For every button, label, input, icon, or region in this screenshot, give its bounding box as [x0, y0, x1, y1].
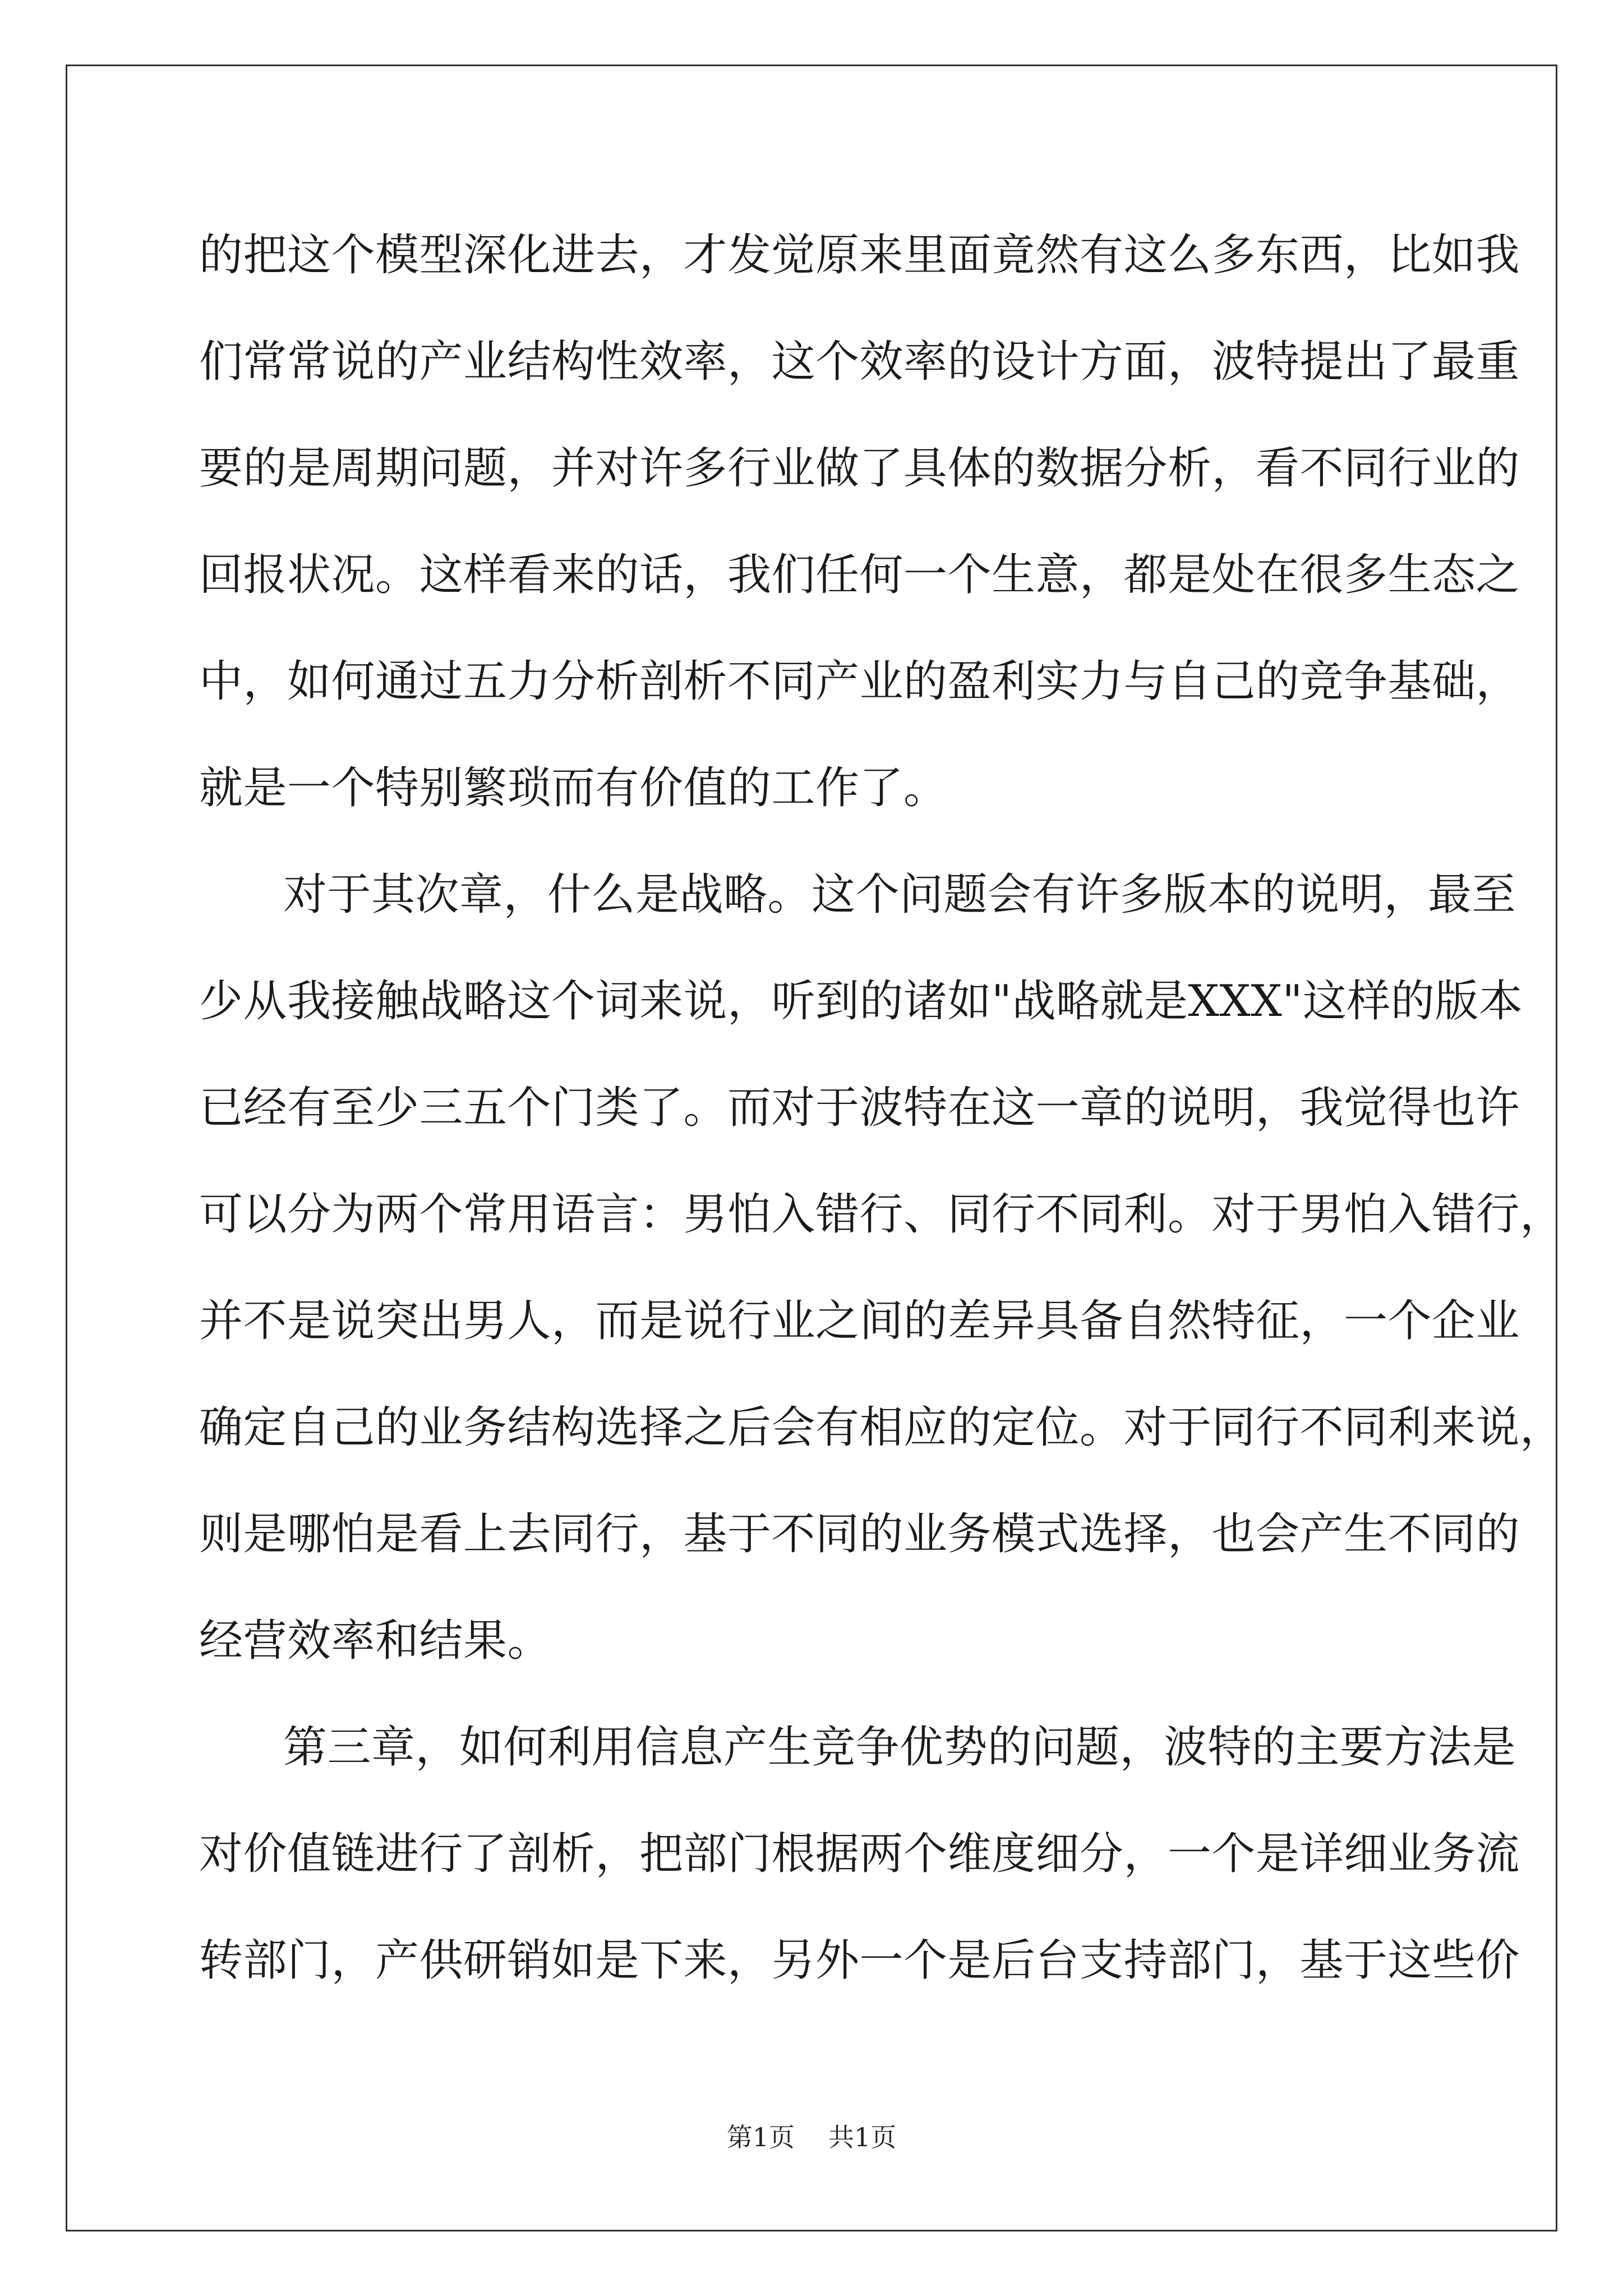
- page-footer: [0, 2120, 1623, 2154]
- text-line: 们常常说的产业结构性效率，这个效率的设计方面，波特提出了最重: [199, 337, 1520, 387]
- text-line: 已经有至少三五个门类了。而对于波特在这一章的说明，我觉得也许: [199, 1083, 1520, 1133]
- text-line: 可以分为两个常用语言：男怕入错行、同行不同利。对于男怕入错行，: [199, 1189, 1564, 1240]
- page-total: 共1页: [828, 2122, 897, 2152]
- text-line: 确定自己的业务结构选择之后会有相应的定位。对于同行不同利来说，: [199, 1402, 1564, 1453]
- text-line: 中，如何通过五力分析剖析不同产业的盈利实力与自己的竞争基础，: [199, 656, 1520, 707]
- text-line: 对价值链进行了剖析，把部门根据两个维度细分，一个是详细业务流: [199, 1829, 1520, 1879]
- text-line: 第三章，如何利用信息产生竞争优势的问题，波特的主要方法是: [283, 1722, 1516, 1773]
- text-line: 则是哪怕是看上去同行，基于不同的业务模式选择，也会产生不同的: [199, 1509, 1520, 1559]
- text-line: 的把这个模型深化进去，才发觉原来里面竟然有这么多东西，比如我: [199, 230, 1520, 280]
- text-line: 转部门，产供研销如是下来，另外一个是后台支持部门，基于这些价: [199, 1935, 1520, 1986]
- page-number: 第1页: [726, 2122, 795, 2152]
- text-line: 就是一个特别繁琐而有价值的工作了。: [199, 763, 948, 813]
- text-line: 对于其次章，什么是战略。这个问题会有许多版本的说明，最至: [283, 869, 1516, 920]
- text-line: 回报状况。这样看来的话，我们任何一个生意，都是处在很多生态之: [199, 550, 1520, 600]
- text-line: 要的是周期问题，并对许多行业做了具体的数据分析，看不同行业的: [199, 443, 1520, 494]
- text-line: 少从我接触战略这个词来说，听到的诸如"战略就是XXX"这样的版本: [199, 976, 1523, 1027]
- text-line: 并不是说突出男人，而是说行业之间的差异具备自然特征，一个企业: [199, 1296, 1520, 1346]
- document-body: [199, 202, 1564, 2014]
- text-line: 经营效率和结果。: [199, 1616, 552, 1666]
